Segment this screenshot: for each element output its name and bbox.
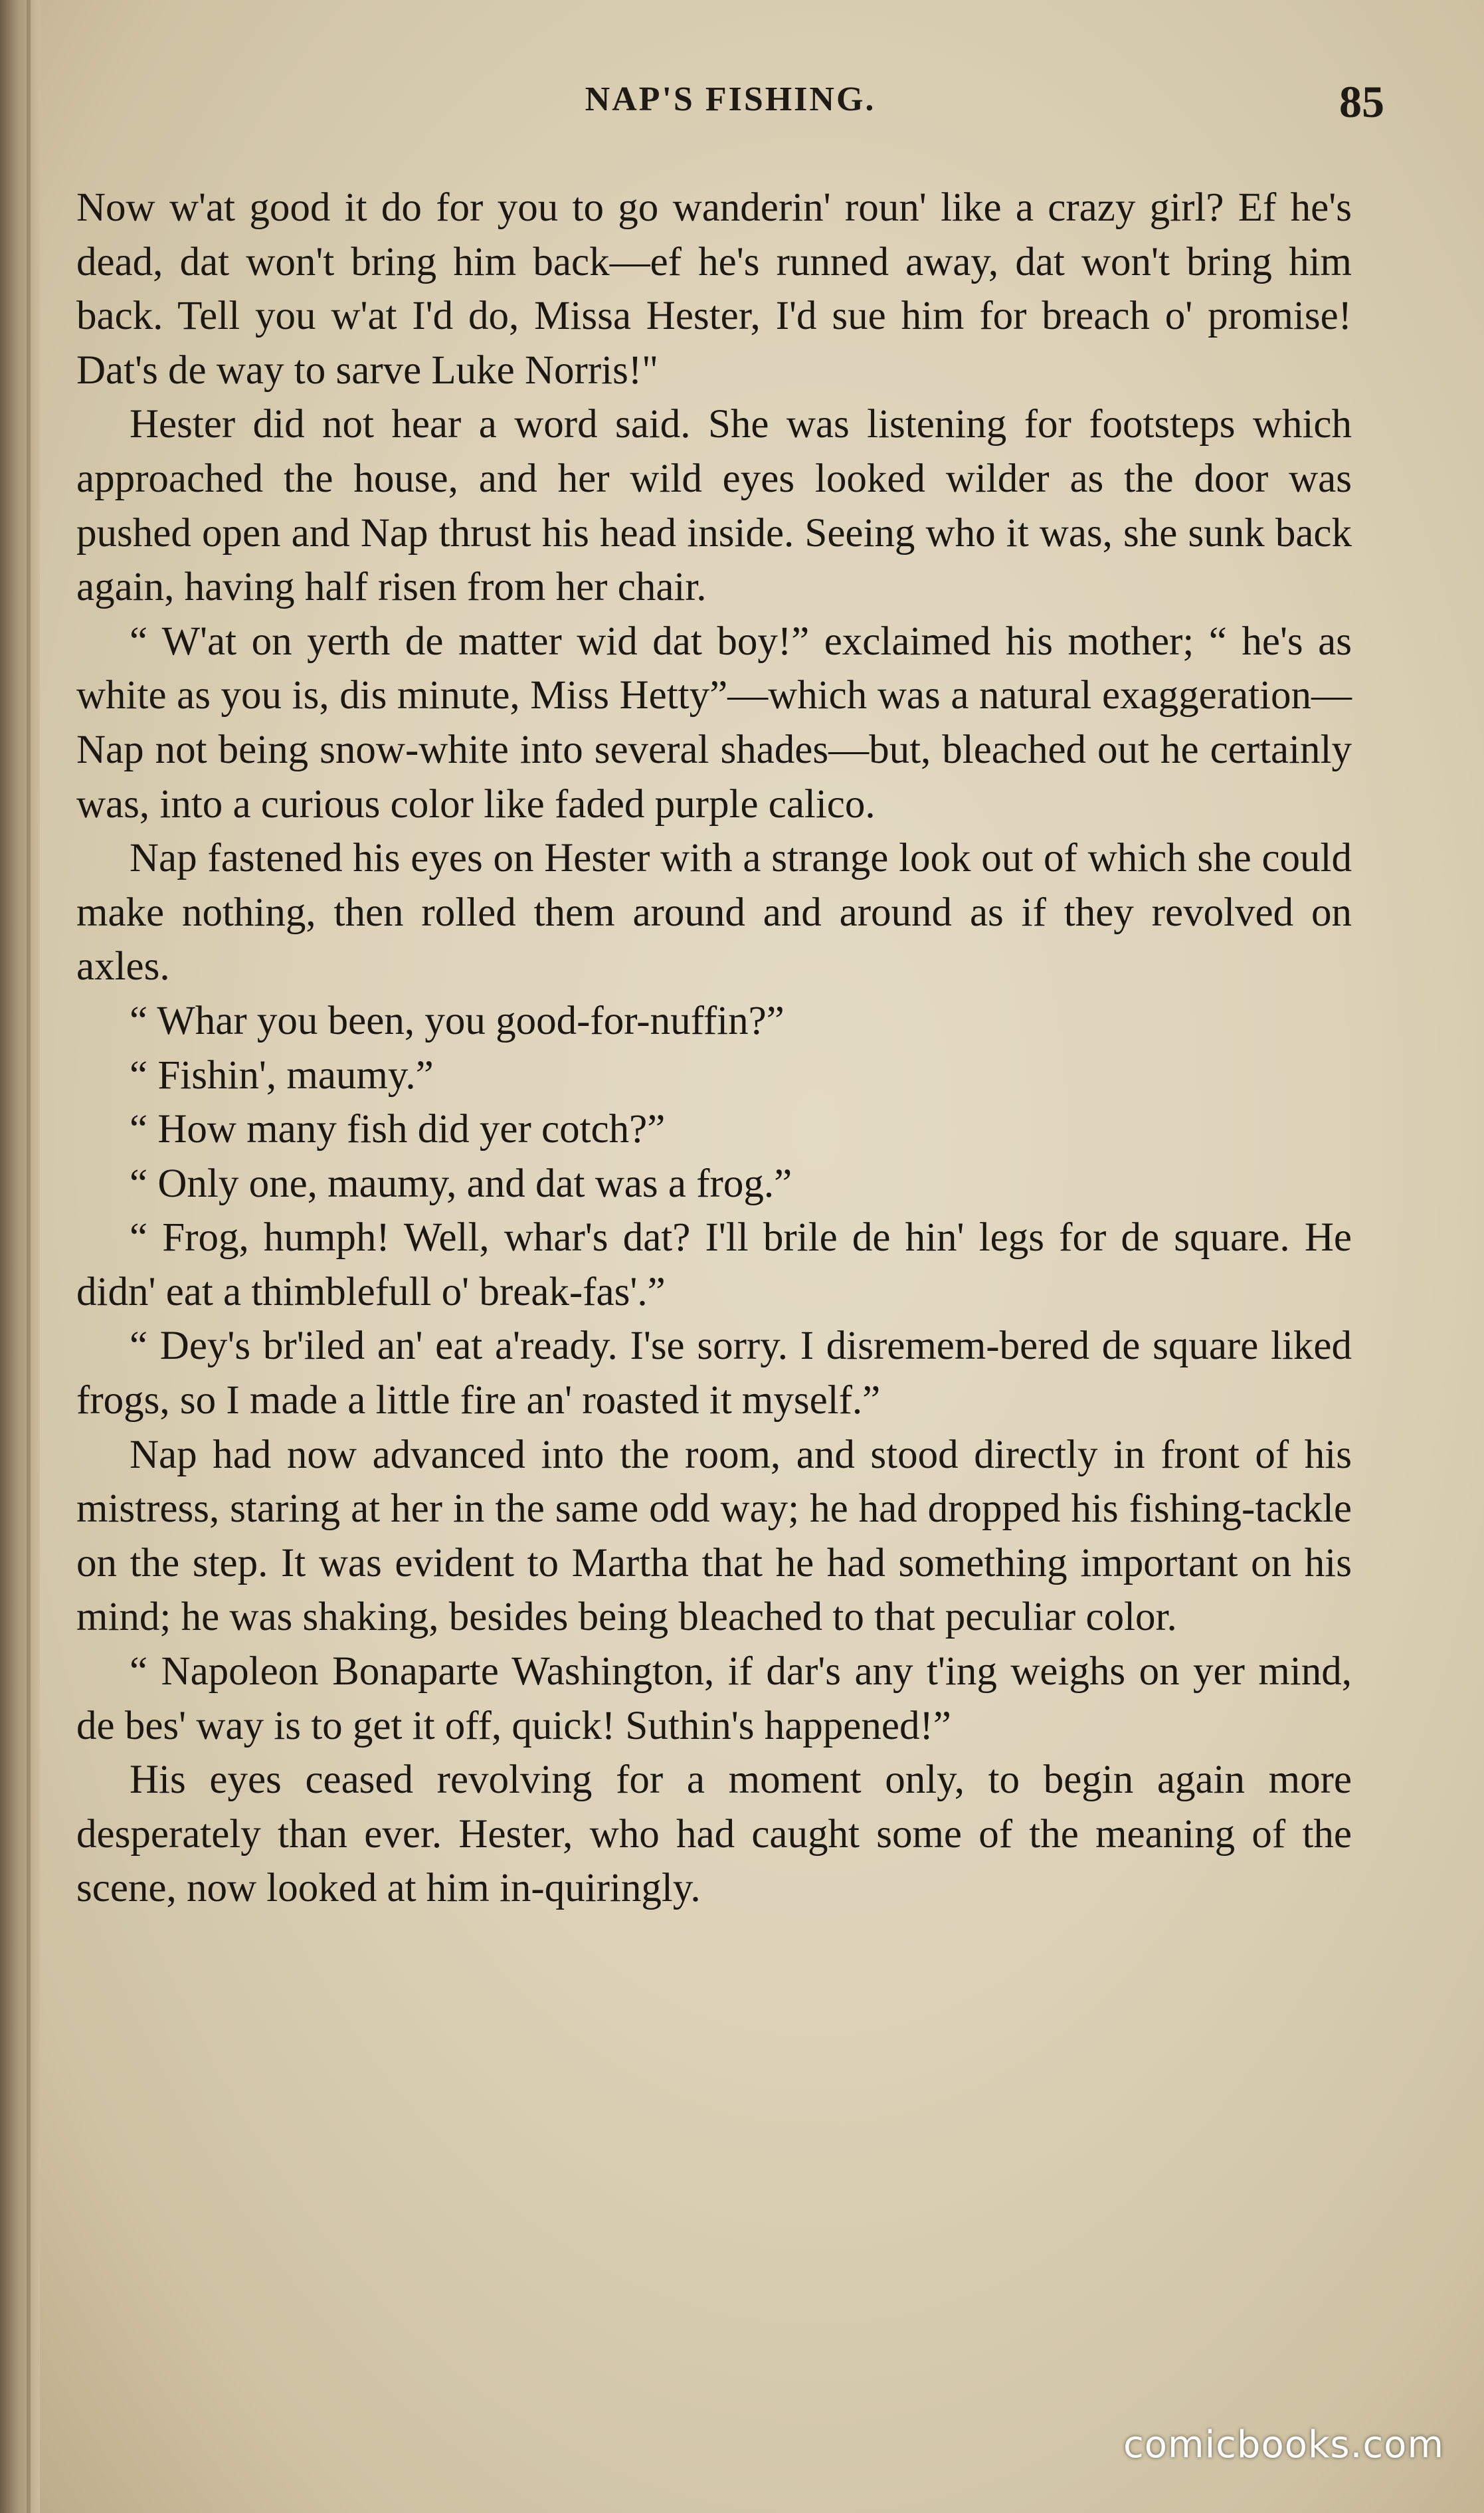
running-title: NAP'S FISHING. — [585, 80, 876, 118]
paragraph: Nap had now advanced into the room, and stood directly in front of his mistress, staring at her in the same odd way; he had dropped his fishing-tackle on the step. It was evident to Martha that he had something important on his mind; he was shaking, besides being bleached to that peculiar color. — [76, 1432, 1352, 1640]
paragraph: Hester did not hear a word said. She was listening for footsteps which approached the house, and her wild eyes looked wilder as the door was pushed open and Nap thrust his head inside. Seeing who it was, she sunk back again, having half risen from her chair. — [76, 402, 1352, 610]
site-watermark: comicbooks.com — [1123, 2423, 1444, 2466]
paragraph: “ Dey's br'iled an' eat a'ready. I'se sorry. I disremem-bered de square liked frogs, so I made a little fire an' roasted it myself.” — [76, 1324, 1352, 1423]
book-spine — [0, 0, 40, 2513]
paragraph: “ Napoleon Bonaparte Washington, if dar's any t'ing weighs on yer mind, de bes' way is to get it off, quick! Suthin's happened!” — [76, 1649, 1352, 1748]
page-header — [76, 76, 1384, 133]
body-text — [76, 181, 1352, 1916]
page-number: 85 — [1339, 76, 1384, 127]
paragraph: “ Frog, humph! Well, whar's dat? I'll brile de hin' legs for de square. He didn' eat a thimblefull o' break-fas'.” — [76, 1215, 1352, 1314]
paragraph: “ Fishin', maumy.” — [130, 1053, 434, 1098]
paragraph: “ W'at on yerth de matter wid dat boy!” exclaimed his mother; “ he's as white as you is, dis minute, Miss Hetty”—which was a natural exaggeration—Nap not being snow-white into several shades—but, bleached out he certainly was, into a curious color like faded purple calico. — [76, 619, 1352, 827]
paragraph: “ How many fish did yer cotch?” — [130, 1107, 666, 1152]
paragraph: His eyes ceased revolving for a moment only, to begin again more desperately than ever. Hester, who had caught some of the meaning of the scene, now looked at him in-quiringly. — [76, 1758, 1352, 1911]
paragraph: Nap fastened his eyes on Hester with a strange look out of which she could make nothing, then rolled them around and around as if they revolved on axles. — [76, 836, 1352, 989]
paragraph: Now w'at good it do for you to go wanderin' roun' like a crazy girl? Ef he's dead, dat won't bring him back—ef he's runned away, dat won't bring him back. Tell you w'at I'd do, Missa Hester, I'd sue him for breach o' promise! Dat's de way to sarve Luke Norris!" — [76, 185, 1352, 393]
paragraph: “ Only one, maumy, and dat was a frog.” — [130, 1161, 792, 1206]
spine-edge — [27, 0, 31, 2513]
paragraph: “ Whar you been, you good-for-nuffin?” — [130, 998, 785, 1043]
